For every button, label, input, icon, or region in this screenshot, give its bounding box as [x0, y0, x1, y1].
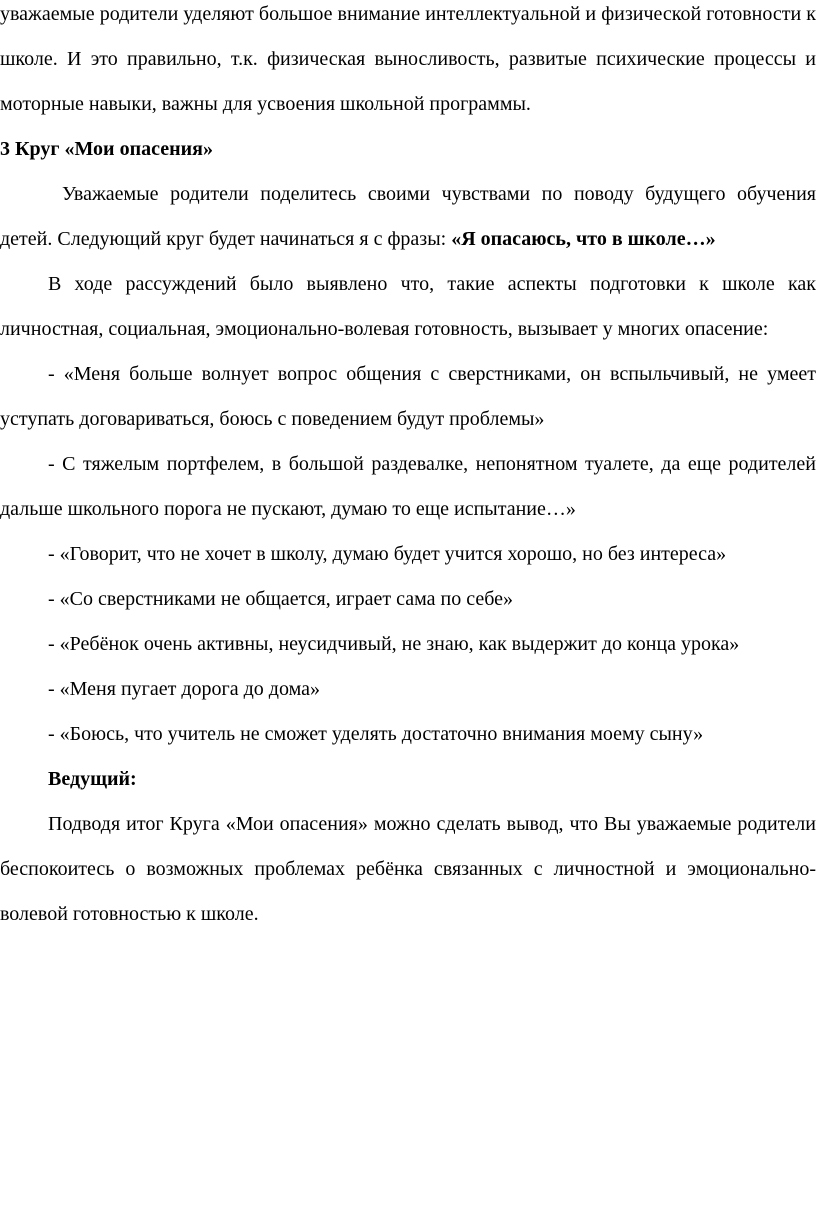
- quote-item: - С тяжелым портфелем, в большой раздевалке, непонятном туалете, да еще родителей дальше школьного порога не пускают, думаю то еще испытание…»: [0, 453, 816, 520]
- paragraph-invitation: [0, 172, 816, 262]
- quote-item: - «Меня пугает дорога до дома»: [48, 678, 320, 700]
- quote-item: - «Со сверстниками не общается, играет сама по себе»: [48, 588, 514, 610]
- paragraph-conclusion: Подводя итог Круга «Мои опасения» можно сделать вывод, что Вы уважаемые родители беспокоитесь о возможных проблемах ребёнка связанных с личностной и эмоционально-волевой готовностью к школе.: [0, 813, 816, 925]
- leader-label: Ведущий:: [48, 768, 137, 790]
- invitation-text: Уважаемые родители поделитесь своими чувствами по поводу будущего обучения детей. Следующий круг будет начинаться я с фразы:: [0, 183, 816, 250]
- quote-item: - «Меня больше волнует вопрос общения с сверстниками, он вспыльчивый, не умеет уступать договариваться, боюсь с поведением будут проблемы»: [0, 363, 816, 430]
- quote-item: - «Ребёнок очень активны, неусидчивый, не знаю, как выдержит до конца урока»: [48, 633, 740, 655]
- paragraph-findings: В ходе рассуждений было выявлено что, такие аспекты подготовки к школе как личностная, социальная, эмоционально-волевая готовность, вызывает у многих опасение:: [0, 273, 816, 340]
- quote-item: - «Говорит, что не хочет в школу, думаю будет учится хорошо, но без интереса»: [48, 543, 727, 565]
- section-heading: 3 Круг «Мои опасения»: [0, 138, 213, 160]
- invitation-phrase: «Я опасаюсь, что в школе…»: [451, 228, 716, 250]
- paragraph-readiness: уважаемые родители уделяют большое внимание интеллектуальной и физической готовности к школе. И это правильно, т.к. физическая выносливость, развитые психические процессы и моторные навыки, важны для усвоения школьной программы.: [0, 3, 816, 115]
- quote-item: - «Боюсь, что учитель не сможет уделять достаточно внимания моему сыну»: [48, 723, 704, 745]
